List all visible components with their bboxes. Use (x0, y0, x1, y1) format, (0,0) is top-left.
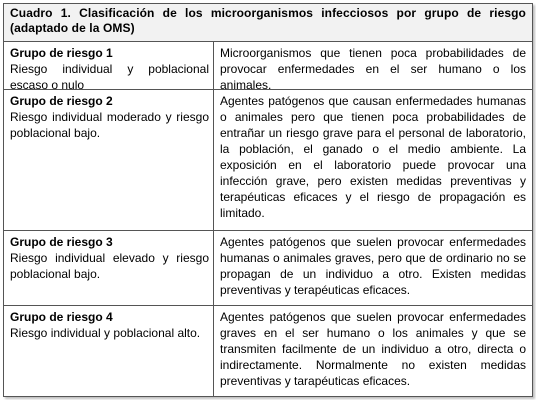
group-title: Grupo de riesgo 3 (10, 235, 113, 249)
group-cell (4, 231, 214, 305)
description-cell: Microorganismos que tienen poca probabilidades de provocar enfermedades en el ser humano o los animales. (220, 46, 526, 92)
table-row-group-2 (4, 90, 532, 231)
group-title: Grupo de riesgo 4 (10, 310, 113, 324)
description-cell: Agentes patógenos que suelen provocar enfermedades graves en el ser humano o los animales y que se transmiten facilmente de un individuo a otro, directa o indirectamente. Normalmente no existen medidas preventivas y tarapéuticas eficaces. (220, 310, 526, 388)
group-cell (4, 306, 214, 396)
group-cell (4, 90, 214, 230)
group-risk-text: Riesgo individual moderado y riesgo poblacional bajo. (10, 110, 209, 140)
table-row-group-3 (4, 231, 532, 306)
table-row-group-4 (4, 306, 532, 396)
description-cell: Agentes patógenos que causan enfermedades humanas o animales pero que tienen poca probabilidades de entrañar un riesgo grave para el personal de laboratorio, la población, el ganado o el medio ambiente. La exposición en el laboratorio puede provocar una infección grave, pero existen medidas preventivas y terapéuticas eficaces y el riesgo de propagación es limitado. (220, 94, 526, 220)
table-row-group-1 (4, 42, 532, 90)
risk-group-table (3, 3, 533, 397)
description-cell: Agentes patógenos que suelen provocar enfermedades humanas o animales graves, pero que de ordinario no se propagan de un individuo a otro. Existen medidas preventivas y terapéuticas eficaces. (220, 235, 526, 297)
group-title: Grupo de riesgo 2 (10, 94, 113, 108)
group-risk-text: Riesgo individual y poblacional escaso o nulo (10, 62, 209, 92)
caption-line-1: Cuadro 1. Clasificación de los microorganismos infecciosos por grupo de riesgo (10, 6, 526, 20)
group-risk-text: Riesgo individual y poblacional alto. (10, 326, 201, 340)
caption-line-2: (adaptado de la OMS) (10, 21, 135, 35)
group-cell (4, 42, 214, 92)
group-title: Grupo de riesgo 1 (10, 46, 113, 60)
group-risk-text: Riesgo individual elevado y riesgo poblacional bajo. (10, 251, 209, 281)
table-caption (4, 4, 532, 42)
